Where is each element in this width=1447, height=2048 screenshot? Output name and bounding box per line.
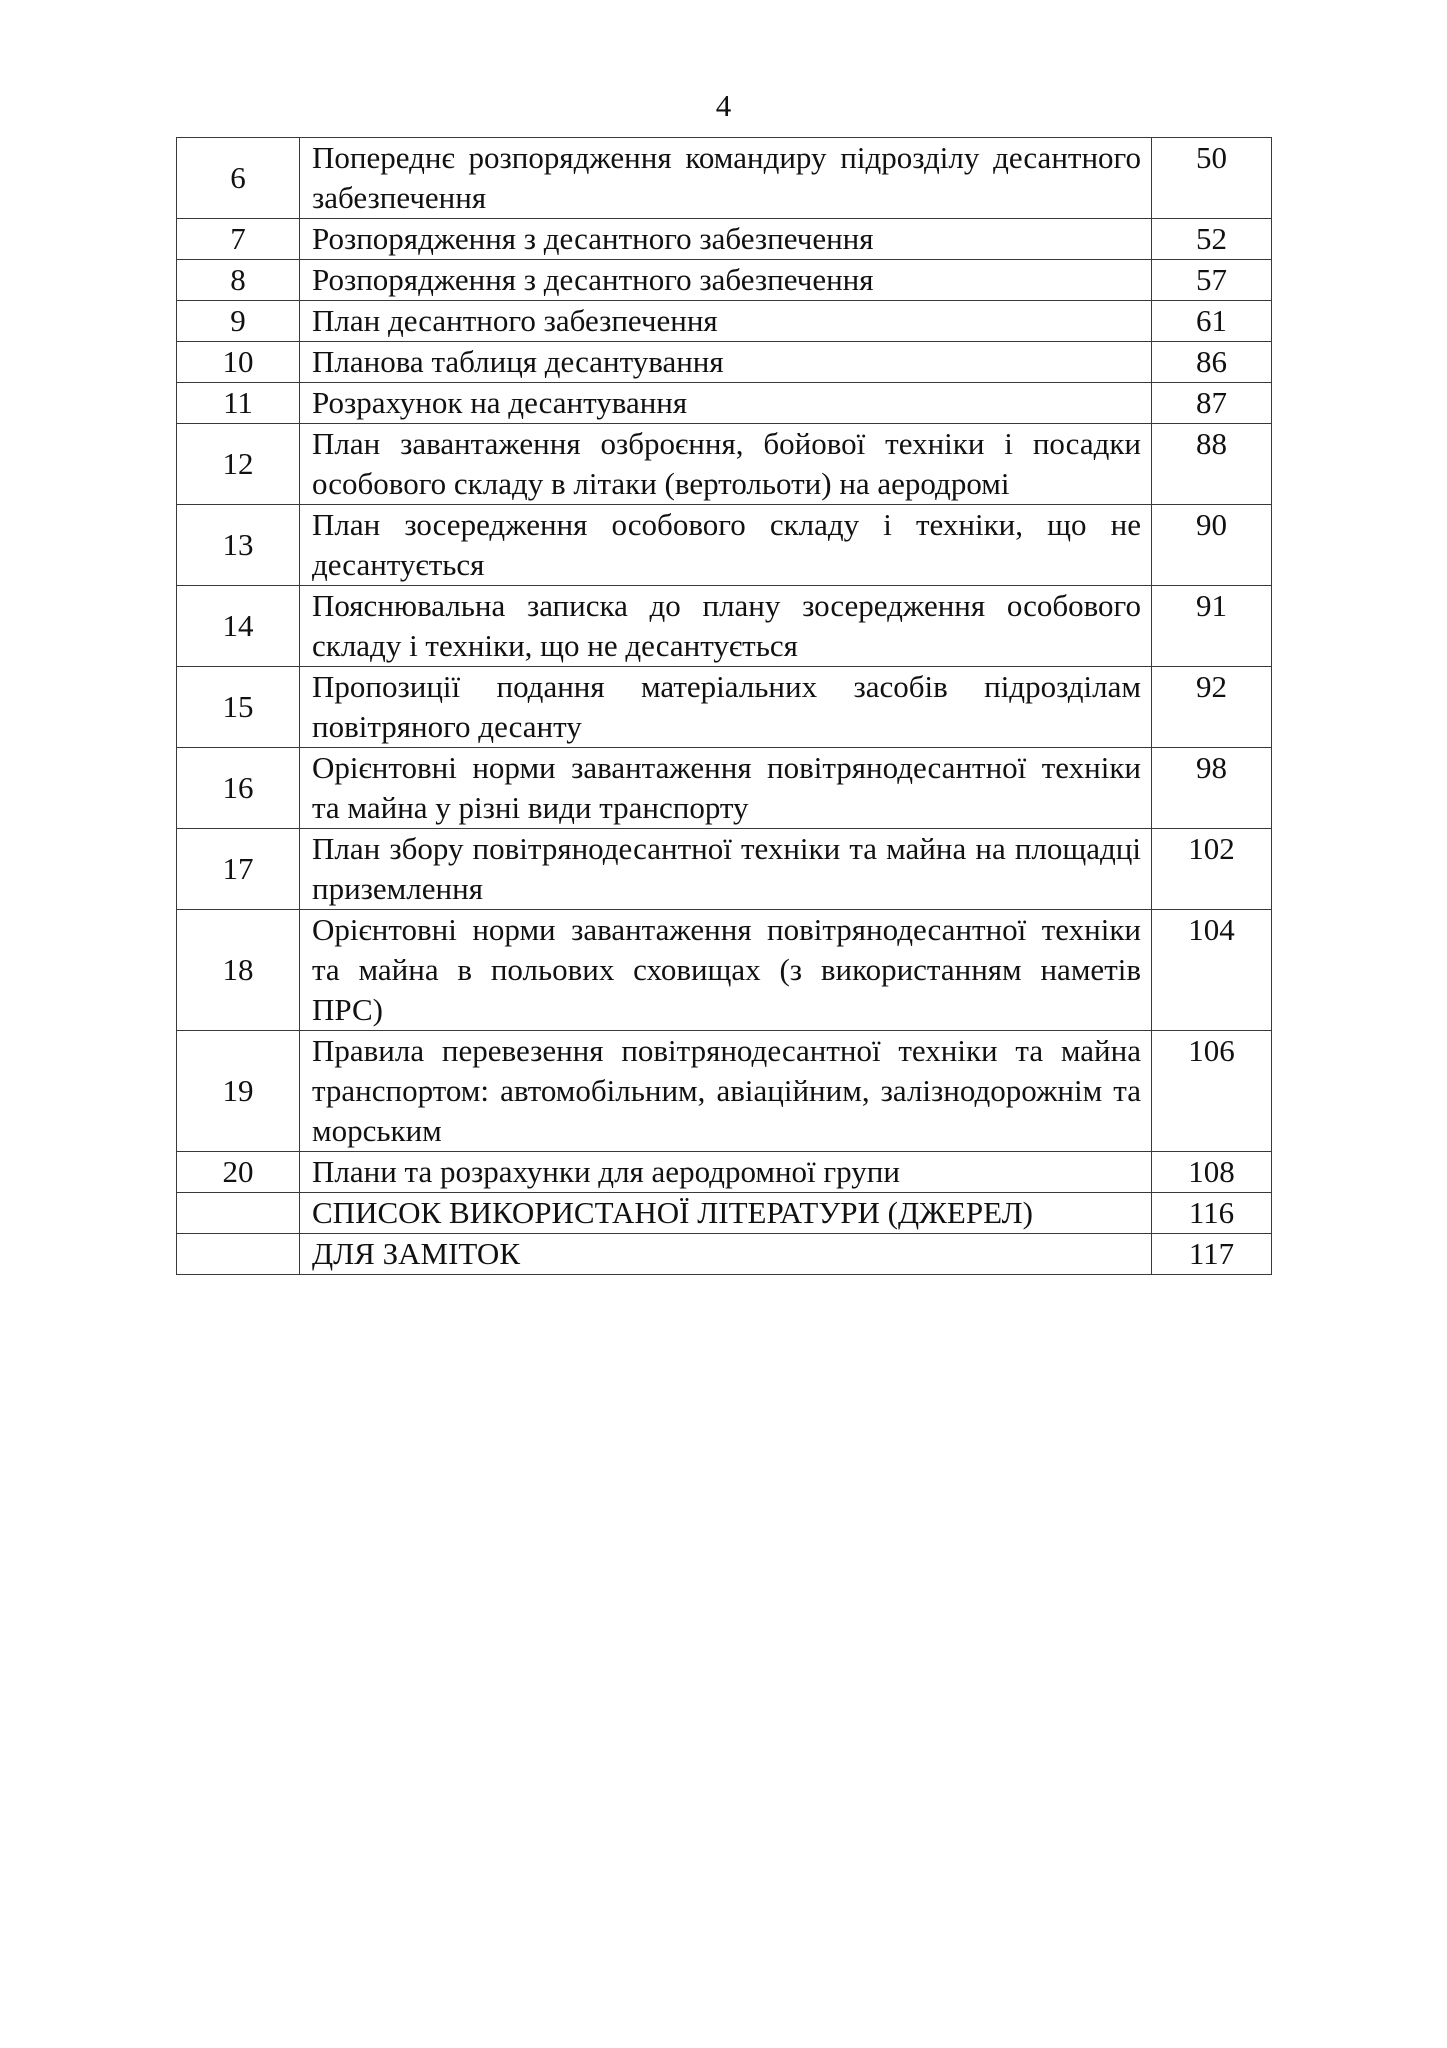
toc-row-page: 52 (1152, 219, 1272, 260)
toc-row-page: 87 (1152, 383, 1272, 424)
toc-row-title: ДЛЯ ЗАМІТОК (300, 1234, 1152, 1275)
toc-row (177, 260, 1272, 301)
toc-row (177, 829, 1272, 910)
toc-table (176, 137, 1272, 1275)
toc-row-page: 57 (1152, 260, 1272, 301)
toc-body (177, 138, 1272, 1275)
toc-row-number: 20 (177, 1152, 300, 1193)
toc-row (177, 219, 1272, 260)
toc-row-number: 10 (177, 342, 300, 383)
toc-row-page: 91 (1152, 586, 1272, 667)
toc-row (177, 910, 1272, 1031)
toc-row-title: Розрахунок на десантування (300, 383, 1152, 424)
toc-row-number: 7 (177, 219, 300, 260)
toc-row-title: Розпорядження з десантного забезпечення (300, 260, 1152, 301)
toc-row-title: План збору повітрянодесантної техніки та майна на площадці приземлення (300, 829, 1152, 910)
toc-row-page: 92 (1152, 667, 1272, 748)
toc-row (177, 667, 1272, 748)
toc-row-page: 61 (1152, 301, 1272, 342)
toc-row (177, 586, 1272, 667)
toc-row-number (177, 1234, 300, 1275)
toc-row-page: 108 (1152, 1152, 1272, 1193)
toc-row (177, 342, 1272, 383)
toc-row-title: План завантаження озброєння, бойової техніки і посадки особового складу в літаки (вертольоти) на аеродромі (300, 424, 1152, 505)
toc-row-page: 106 (1152, 1031, 1272, 1152)
toc-row-page: 98 (1152, 748, 1272, 829)
toc-row-title: Розпорядження з десантного забезпечення (300, 219, 1152, 260)
toc-row-page: 104 (1152, 910, 1272, 1031)
toc-row-title: СПИСОК ВИКОРИСТАНОЇ ЛІТЕРАТУРИ (ДЖЕРЕЛ) (300, 1193, 1152, 1234)
page-number: 4 (715, 88, 732, 123)
toc-row-number: 12 (177, 424, 300, 505)
toc-row-number: 15 (177, 667, 300, 748)
toc-row-number: 17 (177, 829, 300, 910)
toc-row-number: 11 (177, 383, 300, 424)
toc-row-page: 102 (1152, 829, 1272, 910)
toc-row-page: 117 (1152, 1234, 1272, 1275)
toc-row (177, 424, 1272, 505)
toc-row (177, 748, 1272, 829)
toc-row-title: План десантного забезпечення (300, 301, 1152, 342)
toc-row-number: 18 (177, 910, 300, 1031)
toc-row-number: 6 (177, 138, 300, 219)
toc-row (177, 505, 1272, 586)
toc-row-page: 86 (1152, 342, 1272, 383)
toc-row-page: 50 (1152, 138, 1272, 219)
toc-row-title: Орієнтовні норми завантаження повітрянодесантної техніки та майна в польових сховищах (з використанням наметів ПРС) (300, 910, 1152, 1031)
toc-row (177, 1152, 1272, 1193)
toc-row-number: 19 (177, 1031, 300, 1152)
toc-row-number: 8 (177, 260, 300, 301)
toc-row-title: Попереднє розпорядження командиру підрозділу десантного забезпечення (300, 138, 1152, 219)
toc-row-page: 90 (1152, 505, 1272, 586)
toc-row-page: 88 (1152, 424, 1272, 505)
toc-row-number: 13 (177, 505, 300, 586)
toc-row-page: 116 (1152, 1193, 1272, 1234)
toc-row-title: Пропозиції подання матеріальних засобів підрозділам повітряного десанту (300, 667, 1152, 748)
toc-row (177, 383, 1272, 424)
toc-row (177, 1234, 1272, 1275)
toc-row-title: Орієнтовні норми завантаження повітрянодесантної техніки та майна у різні види транспорту (300, 748, 1152, 829)
toc-row (177, 1031, 1272, 1152)
toc-row-title: План зосередження особового складу і техніки, що не десантується (300, 505, 1152, 586)
toc-row-number: 14 (177, 586, 300, 667)
toc-row-title: Правила перевезення повітрянодесантної техніки та майна транспортом: автомобільним, авіаційним, залізнодорожнім та морським (300, 1031, 1152, 1152)
toc-row (177, 1193, 1272, 1234)
toc-row-number: 16 (177, 748, 300, 829)
toc-row-number (177, 1193, 300, 1234)
toc-row-title: Пояснювальна записка до плану зосередження особового складу і техніки, що не десантується (300, 586, 1152, 667)
toc-row-number: 9 (177, 301, 300, 342)
toc-row-title: Планова таблиця десантування (300, 342, 1152, 383)
toc-row-title: Плани та розрахунки для аеродромної групи (300, 1152, 1152, 1193)
toc-row (177, 301, 1272, 342)
toc-row (177, 138, 1272, 219)
